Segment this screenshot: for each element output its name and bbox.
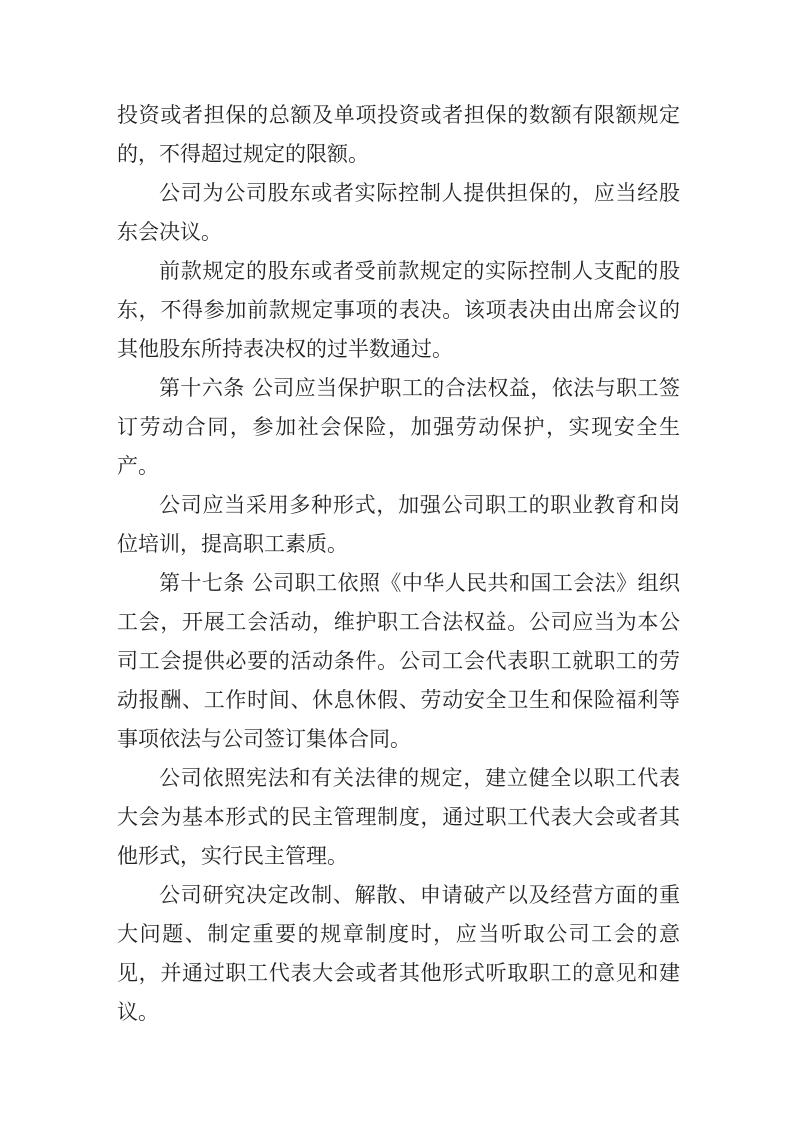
paragraph: 公司应当采用多种形式，加强公司职工的职业教育和岗位培训，提高职工素质。 — [117, 493, 680, 556]
article-17-paragraph: 第十七条 公司职工依照《中华人民共和国工会法》组织工会，开展工会活动，维护职工合法权益。公司应当为本公司工会提供必要的活动条件。公司工会代表职工就职工的劳动报酬、工作时间、休息休假、劳动安全卫生和保险福利等事项依法与公司签订集体合同。 — [117, 571, 680, 751]
paragraph: 前款规定的股东或者受前款规定的实际控制人支配的股东，不得参加前款规定事项的表决。该项表决由出席会议的其他股东所持表决权的过半数通过。 — [117, 259, 680, 361]
document-body — [117, 96, 680, 1032]
paragraph-continuation: 投资或者担保的总额及单项投资或者担保的数额有限额规定的，不得超过规定的限额。 — [117, 103, 680, 166]
paragraph: 公司为公司股东或者实际控制人提供担保的，应当经股东会决议。 — [117, 181, 680, 244]
article-16-paragraph: 第十六条 公司应当保护职工的合法权益，依法与职工签订劳动合同，参加社会保险，加强劳动保护，实现安全生产。 — [117, 376, 680, 478]
paragraph: 公司依照宪法和有关法律的规定，建立健全以职工代表大会为基本形式的民主管理制度，通过职工代表大会或者其他形式，实行民主管理。 — [117, 766, 680, 868]
paragraph: 公司研究决定改制、解散、申请破产以及经营方面的重大问题、制定重要的规章制度时，应当听取公司工会的意见，并通过职工代表大会或者其他形式听取职工的意见和建议。 — [117, 883, 680, 1024]
